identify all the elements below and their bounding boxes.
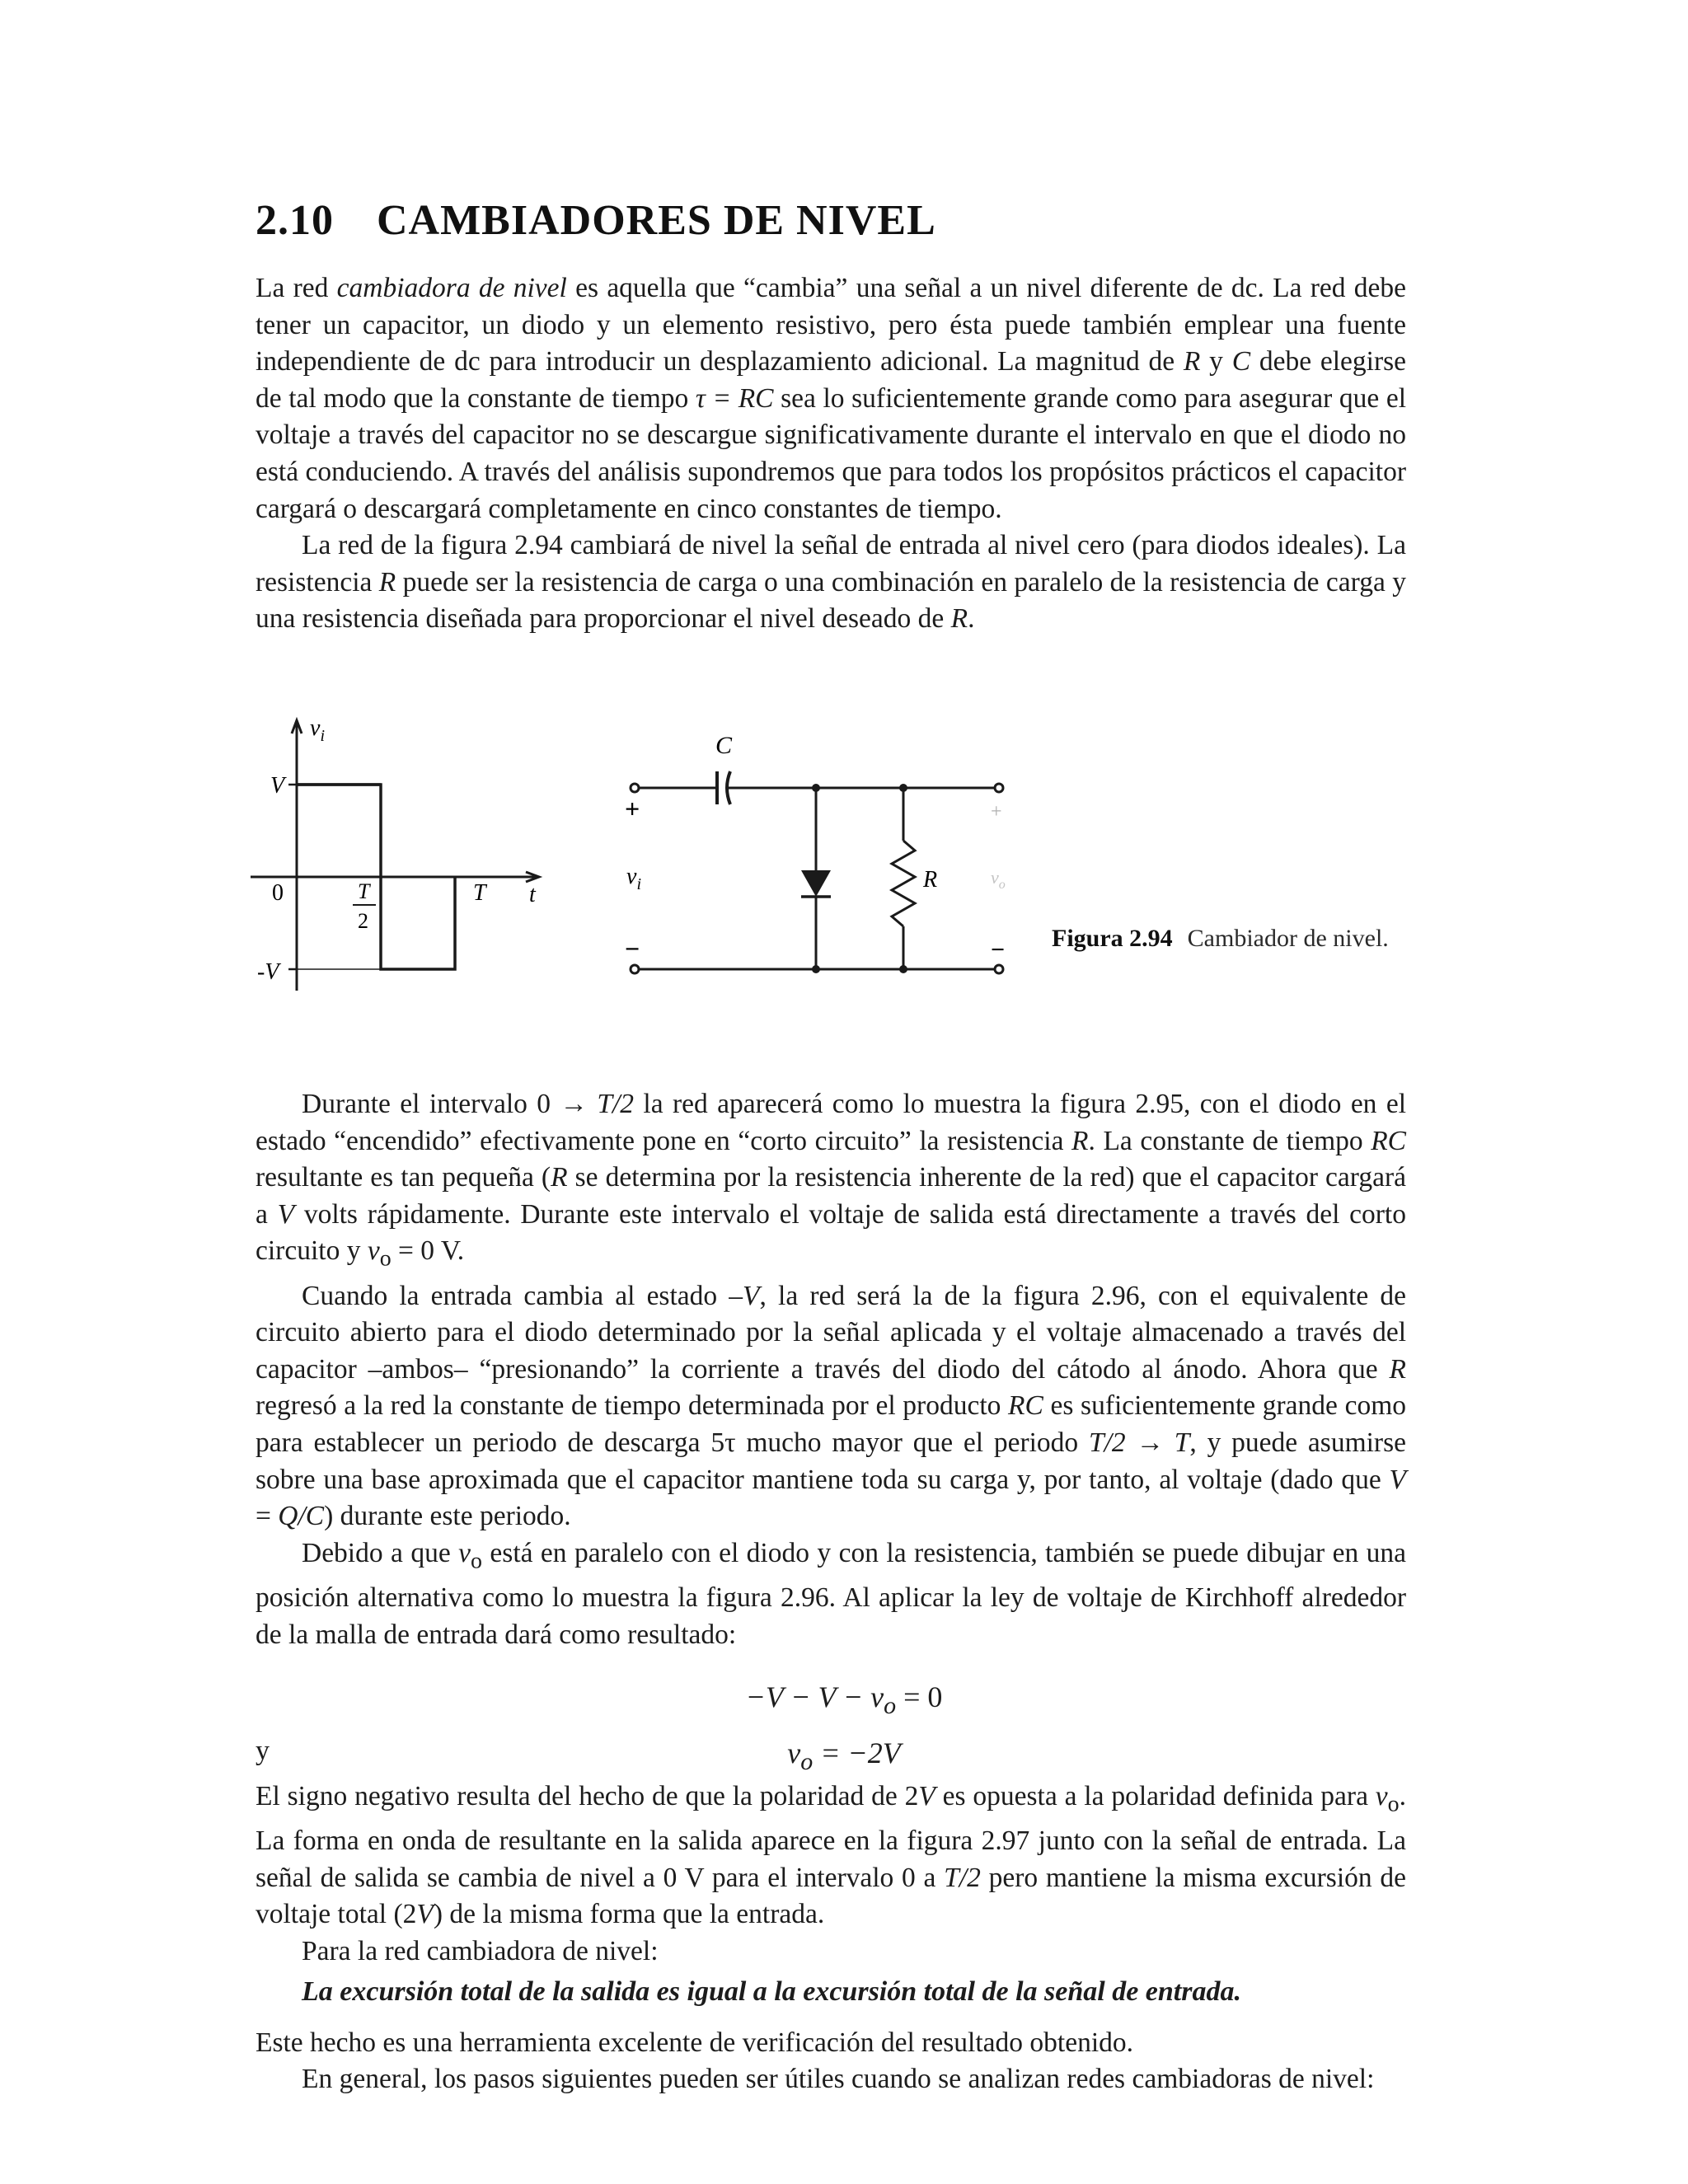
section-title: CAMBIADORES DE NIVEL xyxy=(377,197,936,244)
equation-kvl: $-V - V - v_o = 0$ xyxy=(745,1680,943,1720)
waveform-half-period-num: T xyxy=(358,879,370,903)
waveform-t-label: t xyxy=(529,882,536,907)
tail-text xyxy=(256,1779,1406,2098)
intro-text xyxy=(256,270,1406,638)
resistor-label: R xyxy=(923,867,938,893)
input-terminal-bottom xyxy=(631,965,639,973)
figure-caption-text: Cambiador de nivel. xyxy=(1187,925,1389,952)
input-waveform-diagram xyxy=(239,710,569,1007)
capacitor-label: C xyxy=(715,732,733,759)
waveform-half-period-den: 2 xyxy=(358,909,368,933)
input-plus-sign: + xyxy=(625,794,640,823)
output-plus-sign: + xyxy=(991,801,1002,823)
waveform-period-label: T xyxy=(473,880,486,906)
figure-caption xyxy=(1052,923,1398,954)
waveform-v-label: V xyxy=(270,773,285,799)
output-terminal-bottom xyxy=(995,965,1003,973)
equation-result: $v_o = -2V$ xyxy=(787,1736,901,1776)
paragraph-body-3: Durante el intervalo 0 → T/2 la red aparecerá como lo muestra la figura 2.95, con el diodo en el estado “encendido” efectivamente pone en “corto circuito” la resistencia R. La constante de tiempo RC resultante es tan pequeña (R se determina por la resistencia inherente de la red) que el capacitor cargará a V volts rápidamente. Durante este intervalo el voltaje de salida está directamente a través del corto circuito y $v_o = 0$ V. xyxy=(256,1089,1406,1272)
input-terminal-top xyxy=(631,784,639,792)
resistor-zigzag xyxy=(892,841,915,926)
waveform-zero-label: 0 xyxy=(272,880,284,906)
paragraph-body-4: Cuando la entrada cambia al estado –V, la red será la de la figura 2.96, con el equivalente de circuito abierto para el diodo determinado por la señal aplicada y el voltaje almacenado a través del capacitor –ambos– “presionando” la corriente a través del diodo del cátodo al ánodo. Ahora que R regresó a la red la constante de tiempo determinada por el producto RC es suficientemente grande como para establecer un periodo de descarga 5τ mucho mayor que el periodo T/2 → T, y puede asumirse sobre una base aproximada que el capacitor mantiene toda su carga y, por tanto, al voltaje (dado que V = Q/C) durante este periodo. xyxy=(256,1280,1406,1532)
waveform-y-label: $v_i$ xyxy=(310,715,325,745)
output-minus-sign: − xyxy=(991,936,1006,963)
paragraph-intro-1: La red cambiadora de nivel es aquella que “cambia” una señal a un nivel diferente de dc. La red debe tener un capacitor, un diodo y un elemento resistivo, pero ésta puede también emplear una fuente independiente de dc para introducir un desplazamiento adicional. La magnitud de R y C debe elegirse de tal modo que la constante de tiempo τ = RC sea lo suficientemente grande como para asegurar que el voltaje a través del capacitor no se descargue significativamente durante el intervalo en que el diodo no está conduciendo. A través del análisis supondremos que para todos los propósitos prácticos el capacitor cargará o descargará completamente en cinco constantes de tiempo. xyxy=(256,273,1407,524)
section-heading xyxy=(256,196,936,245)
key-rule-statement: La excursión total de la salida es igual a la excursión total de la señal de entrada. xyxy=(302,1976,1241,2007)
waveform-negv-label: -V xyxy=(257,959,279,985)
paragraph-intro-2: La red de la figura 2.94 cambiará de nivel la señal de entrada al nivel cero (para diodos ideales). La resistencia R puede ser la resistencia de carga o una combinación en paralelo de la resistencia de carga y una resistencia diseñada para proporcionar el nivel deseado de R. xyxy=(256,530,1406,635)
diode-symbol xyxy=(801,870,831,897)
equation-conjunction: y xyxy=(256,1736,270,1766)
paragraph-tail-6: El signo negativo resulta del hecho de que la polaridad de 2V es opuesta a la polaridad definida para $v_o$. La forma en onda de resultante en la salida aparece en la figura 2.97 junto con la señal de entrada. La señal de salida se cambia de nivel a 0 V para el intervalo 0 a T/2 pero mantiene la misma excursión de voltaje total (2V) de la misma forma que la entrada. xyxy=(256,1781,1406,1930)
input-minus-sign: − xyxy=(625,934,640,963)
output-voltage-label: $v_o$ xyxy=(991,867,1006,892)
paragraph-body-5: Debido a que $v_o$ está en paralelo con el diodo y con la resistencia, también se puede dibujar en una posición alternativa como lo muestra la figura 2.96. Al aplicar la ley de voltaje de Kirchhoff alrededor de la malla de entrada dará como resultado: xyxy=(256,1537,1406,1650)
input-voltage-label: $v_i$ xyxy=(626,864,641,893)
paragraph-tail-8: Este hecho es una herramienta excelente de verificación del resultado obtenido. xyxy=(256,2027,1134,2058)
section-number: 2.10 xyxy=(256,197,334,244)
clamper-circuit-diagram xyxy=(610,725,1022,997)
output-terminal-top xyxy=(995,784,1003,792)
paragraph-tail-7: Para la red cambiadora de nivel: xyxy=(302,1936,659,1967)
paragraph-tail-9: En general, los pasos siguientes pueden ser útiles cuando se analizan redes cambiadoras de nivel: xyxy=(302,2064,1375,2095)
figure-label: Figura 2.94 xyxy=(1052,925,1173,952)
body-text xyxy=(256,1086,1406,1653)
